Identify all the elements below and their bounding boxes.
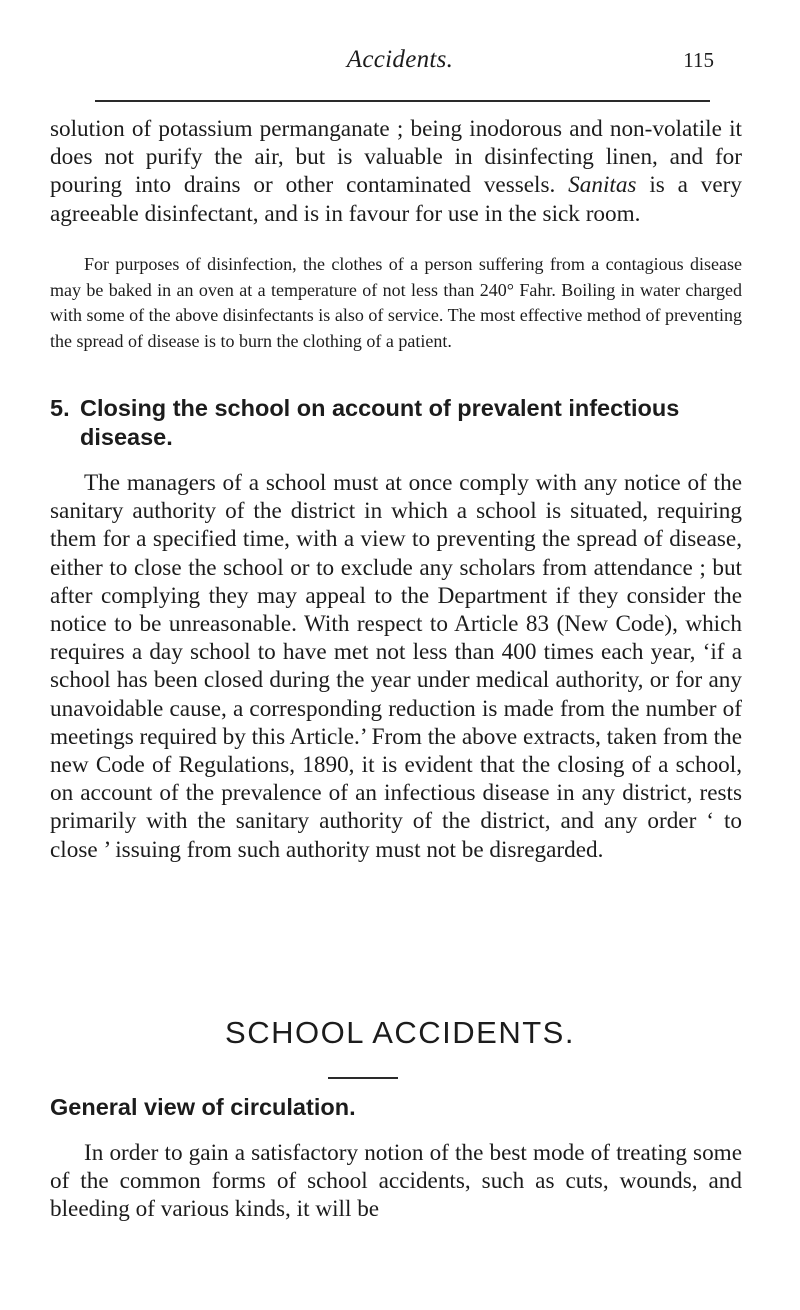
opening-text-start: solution of potassium permanganate ; being inodorous and non-volatile it does not purify the air, but is valuable in disinfecting linen, and for pouring into drains or other contaminated vessels. <box>50 116 742 199</box>
subsection-heading-block <box>50 1094 742 1121</box>
heading-rule <box>328 1077 398 1079</box>
subsection-body-block <box>50 1139 742 1224</box>
running-title: Accidents. <box>346 46 454 73</box>
page-number: 115 <box>683 48 714 72</box>
opening-text-end: is a very agreeable disinfectant, and is in favour for use in the sick room. <box>50 172 742 227</box>
subsection-body: In order to gain a satisfactory notion of the best mode of treating some of the common forms of school accidents, such as cuts, wounds, and bleeding of various kinds, it will be <box>50 1140 742 1223</box>
header-rule <box>95 100 710 102</box>
subsection-heading: General view of circulation. <box>50 1094 356 1120</box>
opening-paragraph-block <box>50 115 742 228</box>
section-5-heading <box>50 394 742 452</box>
note-block <box>50 252 742 354</box>
sanitas-term: Sanitas <box>568 172 637 199</box>
note-paragraph: For purposes of disinfection, the clothes of a person suffering from a contagious disease may be baked in an oven at a temperature of not less than 240° Fahr. Boiling in water charged with some of the above disinfectants is also of service. The most effective method of preventing the spread of disease is to burn the clothing of a patient. <box>50 254 742 351</box>
section-5-body: The managers of a school must at once comply with any notice of the sanitary authority of the district in which a school is situated, requiring them for a specified time, with a view to preventing the spread of disease, either to close the school or to exclude any scholars from attendance ; but after complying they may appeal to the Department if they consider the notice to be unreasonable. With respect to Article 83 (New Code), which requires a day school to have met not less than 400 times each year, ‘if a school has been closed during the year under medical authority, or for any unavoidable cause, a corresponding reduction is made from the number of meetings required by this Article.’ From the above extracts, taken from the new Code of Regulations, 1890, it is evident that the closing of a school, on account of the prevalence of an infectious disease in any district, rests primarily with the sanitary authority of the district, and any order ‘ to close ’ issuing from such authority must not be disregarded. <box>50 470 742 863</box>
section-5-body-block <box>50 469 742 864</box>
school-accidents-heading: SCHOOL ACCIDENTS. <box>225 1015 575 1050</box>
section-5-number: 5. <box>50 395 70 421</box>
section-5-title: Closing the school on account of prevalent infectious disease. <box>80 395 680 450</box>
section-5-block <box>50 394 742 452</box>
running-header <box>0 42 800 82</box>
opening-paragraph <box>50 115 742 228</box>
